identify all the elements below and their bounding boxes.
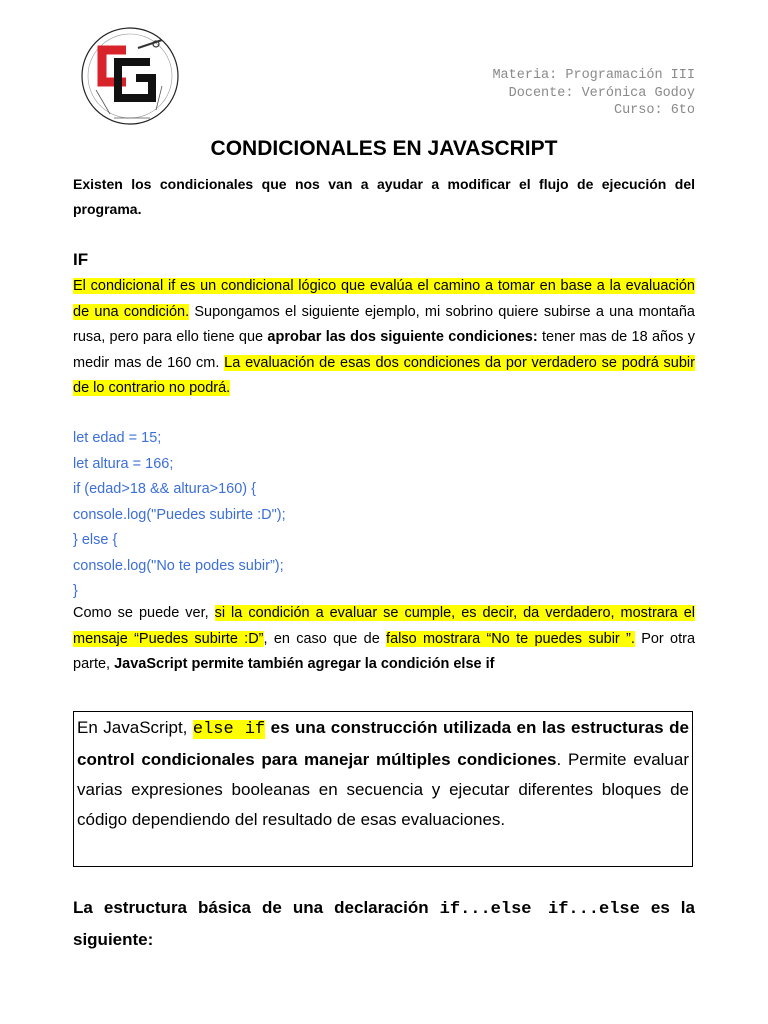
body-text: La estructura básica de una declaración [73,898,440,917]
structure-heading [73,893,695,955]
body-text: En JavaScript, [77,718,193,737]
explanation-paragraph [73,601,695,678]
code-line: let altura = 166; [73,455,174,472]
materia-label: Materia: Programación III [492,68,695,83]
body-text: . Permite evaluar varias expresiones booleanas en secuencia y ejecutar diferentes bloques de código dependiendo del resultado de esas evaluaciones. [77,750,689,829]
bold-text: es una construcción utilizada en las estructuras de control condicionales para manejar múltiples condiciones [77,718,689,769]
body-text: Como se puede ver, [73,605,215,621]
code-line: } else { [73,532,118,548]
if-explanation-paragraph [73,274,695,402]
code-example [73,426,695,605]
curso-label: Curso: 6to [613,103,695,118]
school-logo [80,26,180,126]
inline-code: else if [192,720,266,739]
docente-label: Docente: Verónica Godoy [508,85,695,101]
body-text: Por otra parte, [73,630,696,672]
body-text: , en caso que de [263,630,387,647]
code-line: console.log("No te podes subir”); [73,557,284,574]
code-line: let edad = 15; [73,430,162,446]
highlight-text: si la condición a evaluar se cumple, es decir, da verdadero, mostrara el mensaje “Puedes subirte :D” [73,605,695,647]
definition-text [77,713,689,835]
code-line: } [73,583,78,599]
intro-paragraph: Existen los condicionales que nos van a ayudar a modificar el flujo de ejecución del programa. [73,176,695,217]
bold-text: JavaScript permite también agregar la condición else if [114,656,495,672]
highlight-text: falso mostrara “No te puedes subir ”. [386,630,635,647]
body-text: tener mas de 18 años y medir mas de 160 cm. [73,329,695,371]
body-text: Supongamos el siguiente ejemplo, mi sobrino quiere subirse a una montaña rusa, pero para ello tiene que [73,303,695,345]
highlight-text: La evaluación de esas dos condiciones da por verdadero se podrá subir de lo contrario no podrá. [73,354,695,396]
code-line: if (edad>18 && altura>160) { [73,481,256,497]
else-if-definition-box [73,711,693,867]
document-header [492,67,695,120]
section-heading-if: IF [73,250,89,269]
code-line: console.log("Puedes subirte :D"); [73,506,286,523]
inline-code: if...else if...else [439,900,640,919]
bold-text: aprobar las dos siguiente condiciones: [267,329,538,345]
body-text: es la siguiente: [73,898,695,949]
highlight-text: El condicional if es un condicional lógico que evalúa el camino a tomar en base a la evaluación de una condición. [73,278,695,320]
page-title: CONDICIONALES EN JAVASCRIPT [210,137,558,160]
